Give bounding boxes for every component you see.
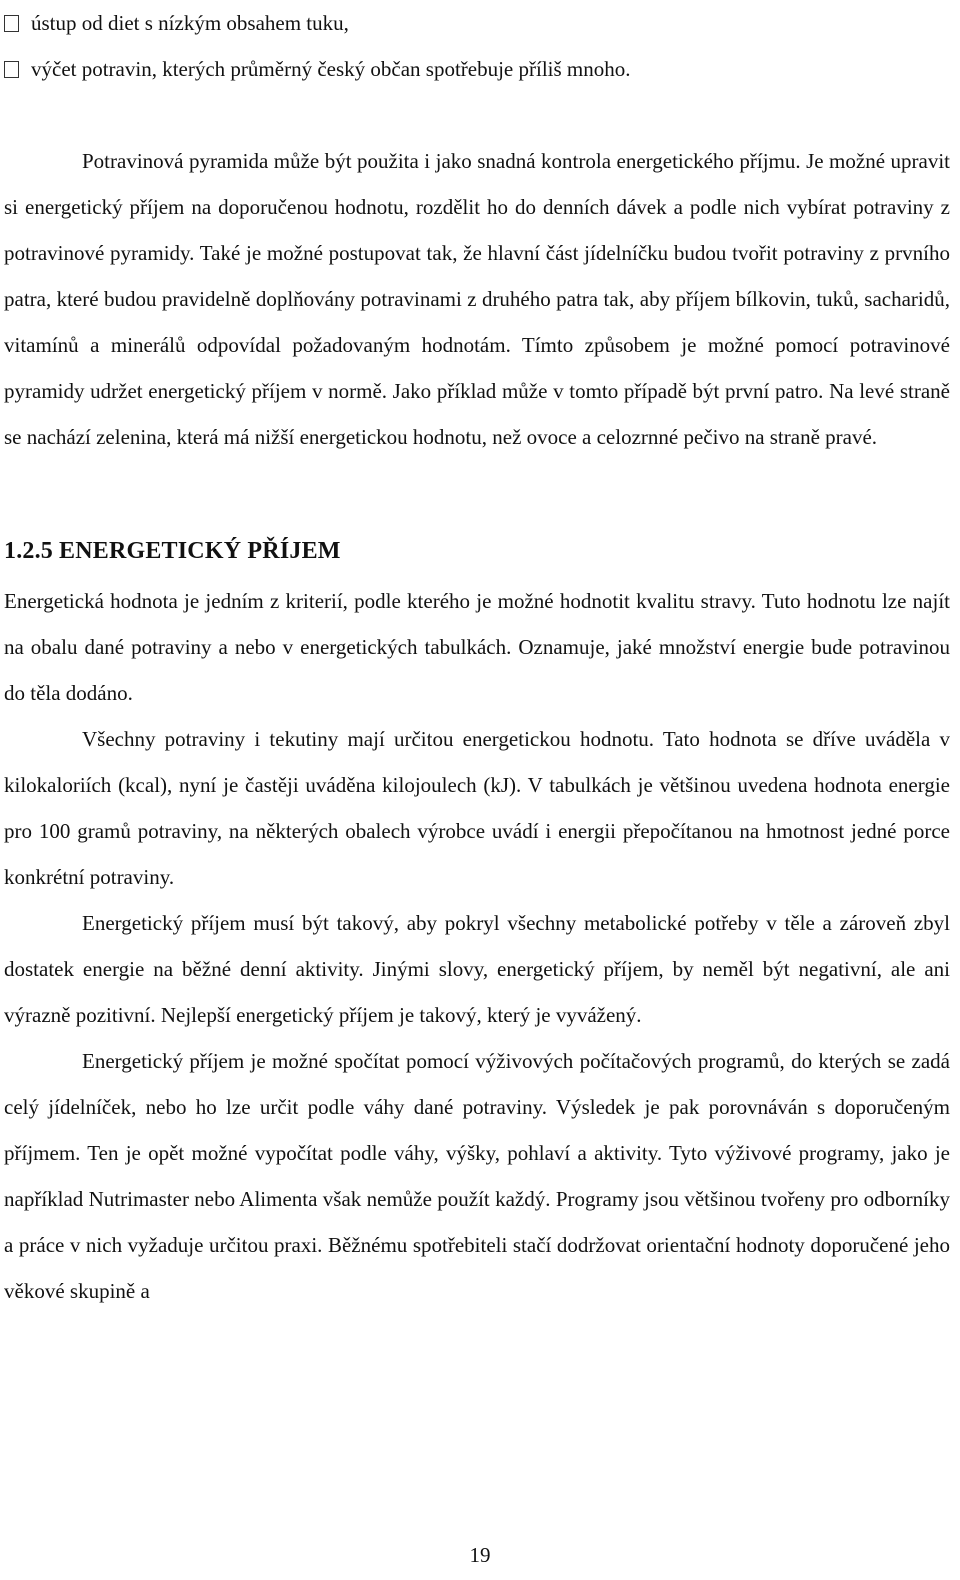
paragraph-energy-balance: Energetický příjem musí být takový, aby pokryl všechny metabolické potřeby v těle a zároveň zbyl dostatek energie na běžné denní aktivity. Jinými slovy, energetický příjem, by neměl být negativní, ale ani výrazně pozitivní. Nejlepší energetický příjem je takový, který je vyvážený. xyxy=(4,911,950,1027)
bullet-box-icon xyxy=(4,15,19,32)
spacer xyxy=(4,92,950,138)
bullet-item xyxy=(4,46,950,92)
paragraph-pyramid: Potravinová pyramida může být použita i jako snadná kontrola energetického příjmu. Je možné upravit si energetický příjem na doporučenou hodnotu, rozdělit ho do denních dávek a podle nich vybírat potraviny z potravinové pyramidy. Také je možné postupovat tak, že hlavní část jídelníčku budou tvořit potraviny z prvního patra, které budou pravidelně doplňovány potravinami z druhého patra tak, aby příjem bílkovin, tuků, sacharidů, vitamínů a minerálů odpovídal požadovaným hodnotám. Tímto způsobem je možné pomocí potravinové pyramidy udržet energetický příjem v normě. Jako příklad může v tomto případě být první patro. Na levé straně se nachází zelenina, která má nižší energetickou hodnotu, než ovoce a celozrnné pečivo na straně pravé. xyxy=(4,149,950,449)
page-number: 19 xyxy=(469,1543,491,1567)
bullet-box-icon xyxy=(4,61,19,78)
bullet-item xyxy=(4,0,950,46)
paragraph-energy-units: Všechny potraviny i tekutiny mají určitou energetickou hodnotu. Tato hodnota se dříve uváděla v kilokaloriích (kcal), nyní je častěji uváděna kilojoulech (kJ). V tabulkách je většinou uvedena hodnota energie pro 100 gramů potraviny, na některých obalech výrobce uvádí i energii přepočítanou na hmotnost jedné porce konkrétní potraviny. xyxy=(4,727,950,889)
section-title: ENERGETICKÝ PŘÍJEM xyxy=(59,538,341,564)
bullet-text: výčet potravin, kterých průměrný český občan spotřebuje příliš mnoho. xyxy=(31,57,631,81)
paragraph-energy-value: Energetická hodnota je jedním z kriterií, podle kterého je možné hodnotit kvalitu stravy. Tuto hodnotu lze najít na obalu dané potraviny a nebo v energetických tabulkách. Oznamuje, jaké množství energie bude potravinou do těla dodáno. xyxy=(4,589,950,705)
section-heading xyxy=(4,524,950,578)
section-number: 1.2.5 xyxy=(4,538,53,564)
bullet-list xyxy=(4,0,950,92)
paragraph-energy-programs: Energetický příjem je možné spočítat pomocí výživových počítačových programů, do kterých se zadá celý jídelníček, nebo ho lze určit podle váhy dané potraviny. Výsledek je pak porovnáván s doporučeným příjmem. Ten je opět možné vypočítat podle váhy, výšky, pohlaví a aktivity. Tyto výživové programy, jako je například Nutrimaster nebo Alimenta však nemůže použít každý. Programy jsou většinou tvořeny pro odborníky a práce v nich vyžaduje určitou praxi. Běžnému spotřebiteli stačí dodržovat orientační hodnoty doporučené jeho věkové skupině a xyxy=(4,1049,950,1303)
spacer xyxy=(4,460,950,524)
bullet-text: ústup od diet s nízkým obsahem tuku, xyxy=(31,11,349,35)
document-page xyxy=(4,0,950,1314)
